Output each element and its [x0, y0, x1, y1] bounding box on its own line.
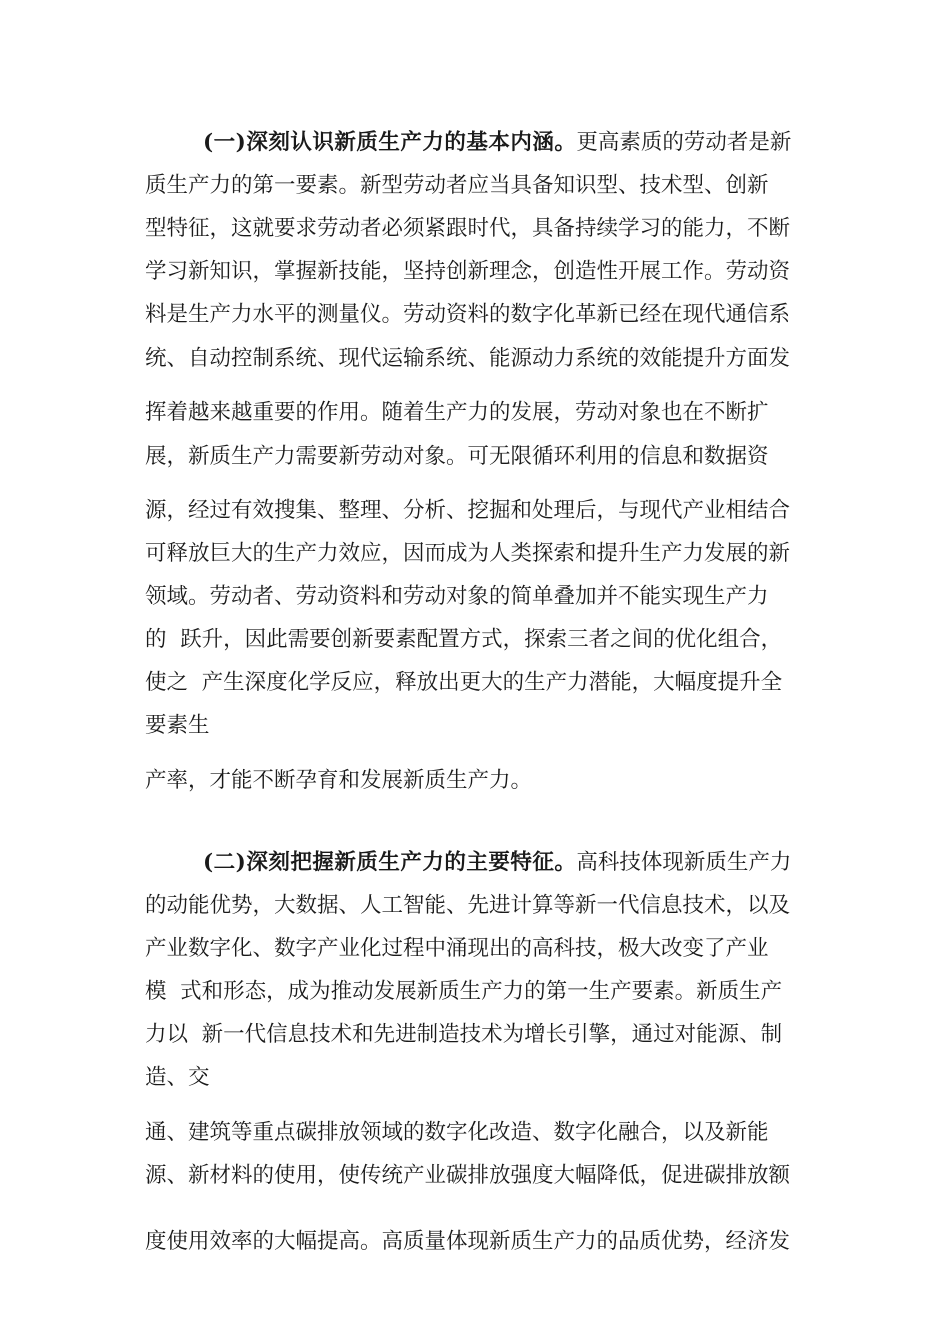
section2-line-0: 高科技体现新质生产力	[576, 850, 792, 875]
section1-line-7: 展，新质生产力需要新劳动对象。可无限循环利用的信息和数据资	[145, 444, 769, 469]
section1-line-2: 型特征，这就要求劳动者必须紧跟时代，具备持续学习的能力，不断	[145, 216, 791, 241]
section1-heading: (一)深刻认识新质生产力的基本内涵。	[203, 130, 577, 155]
section1-line-4: 料是生产力水平的测量仪。劳动资料的数字化革新已经在现代通信系	[145, 302, 791, 327]
section1-line-9: 可释放巨大的生产力效应，因而成为人类探索和提升生产力发展的新	[145, 541, 791, 566]
section2-line-8: 度使用效率的大幅提高。高质量体现新质生产力的品质优势，经济发	[145, 1229, 791, 1254]
section2-line-1: 的动能优势，大数据、人工智能、先进计算等新一代信息技术，以及	[145, 893, 791, 918]
section2-line-3: 模 式和形态，成为推动发展新质生产力的第一生产要素。新质生产	[145, 979, 783, 1004]
section1-line-3: 学习新知识，掌握新技能，坚持创新理念，创造性开展工作。劳动资	[145, 259, 791, 284]
section2-line-7: 源、新材料的使用，使传统产业碳排放强度大幅降低，促进碳排放额	[145, 1163, 791, 1188]
section2-heading: (二)深刻把握新质生产力的主要特征。	[203, 850, 577, 875]
section1-line-13: 要素生	[145, 713, 210, 738]
section2-line-2: 产业数字化、数字产业化过程中涌现出的高科技，极大改变了产业	[145, 936, 769, 961]
section1-line-8: 源，经过有效搜集、整理、分析、挖掘和处理后，与现代产业相结合	[145, 498, 791, 523]
section1-line-12: 使之 产生深度化学反应，释放出更大的生产力潜能，大幅度提升全	[145, 670, 783, 695]
section1-line-0: 更高素质的劳动者是新	[576, 130, 792, 155]
section2-first-line	[203, 848, 791, 878]
section2-line-6: 通、建筑等重点碳排放领域的数字化改造、数字化融合，以及新能	[145, 1120, 769, 1145]
section1-line-6: 挥着越来越重要的作用。随着生产力的发展，劳动对象也在不断扩	[145, 400, 769, 425]
section1-line-14: 产率，才能不断孕育和发展新质生产力。	[145, 768, 533, 793]
section1-first-line	[203, 128, 791, 158]
section2-line-5: 造、交	[145, 1065, 210, 1090]
section1-line-5: 统、自动控制系统、现代运输系统、能源动力系统的效能提升方面发	[145, 346, 791, 371]
section2-line-4: 力以 新一代信息技术和先进制造技术为增长引擎，通过对能源、制	[145, 1022, 783, 1047]
section1-line-11: 的 跃升，因此需要创新要素配置方式，探索三者之间的优化组合，	[145, 627, 783, 652]
section1-line-10: 领域。劳动者、劳动资料和劳动对象的简单叠加并不能实现生产力	[145, 584, 769, 609]
section1-line-1: 质生产力的第一要素。新型劳动者应当具备知识型、技术型、创新	[145, 173, 769, 198]
